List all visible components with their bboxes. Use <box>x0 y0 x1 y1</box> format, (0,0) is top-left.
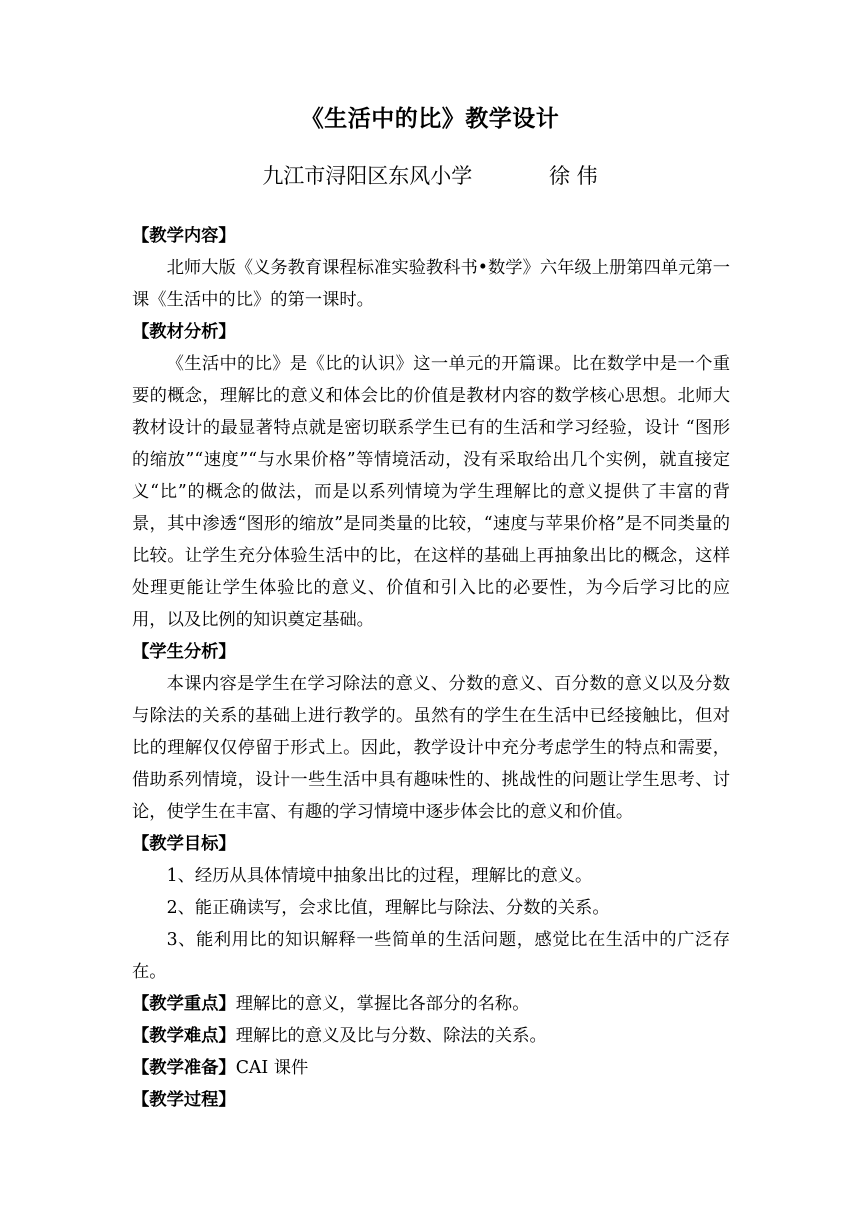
author-line <box>0 160 860 190</box>
objective-item: 2、能正确读写，会求比值，理解比与除法、分数的关系。 <box>166 898 610 918</box>
section-heading-key-points: 【教学重点】 <box>132 994 236 1014</box>
section-heading-difficulties: 【教学难点】 <box>132 1026 236 1046</box>
section-heading-preparation: 【教学准备】 <box>132 1058 236 1078</box>
school-name: 九江市浔阳区东风小学 <box>262 164 473 188</box>
section-heading-student-analysis: 【学生分析】 <box>132 642 236 662</box>
preparation-row <box>132 1052 730 1084</box>
objective-item: 1、经历从具体情境中抽象出比的过程，理解比的意义。 <box>166 866 593 886</box>
section-text-material-analysis: 《生活中的比》是《比的认识》这一单元的开篇课。比在数学中是一个重要的概念，理解比的意义和体会比的价值是教材内容的数学核心思想。北师大教材设计的最显著特点就是密切联系学生已有的生活和学习经验，设计 “图形的缩放”“速度”“与水果价格”等情境活动，没有采取给出几个实例，就直接定义“比”的概念的做法，而是以系列情境为学生理解比的意义提供了丰富的背景，其中渗透“图形的缩放”是同类量的比较，“速度与苹果价格”是不同类量的比较。让学生充分体验生活中的比，在这样的基础上再抽象出比的概念，这样处理更能让学生体验比的意义、价值和引入比的必要性，为今后学习比的应用，以及比例的知识奠定基础。 <box>132 354 730 630</box>
section-text-key-points: 理解比的意义，掌握比各部分的名称。 <box>235 994 530 1014</box>
section-heading-objectives: 【教学目标】 <box>132 834 236 854</box>
author-name: 徐 伟 <box>549 164 598 188</box>
key-points-row <box>132 988 730 1020</box>
document-title: 《生活中的比》教学设计 <box>300 105 560 132</box>
section-heading-process: 【教学过程】 <box>132 1090 236 1110</box>
document-body <box>132 220 730 1116</box>
section-heading-material-analysis: 【教材分析】 <box>132 322 236 342</box>
difficulties-row <box>132 1020 730 1052</box>
section-heading-content: 【教学内容】 <box>132 226 236 246</box>
section-text-difficulties: 理解比的意义及比与分数、除法的关系。 <box>235 1026 547 1046</box>
section-text-content: 北师大版《义务教育课程标准实验教科书•数学》六年级上册第四单元第一课《生活中的比》的第一课时。 <box>132 258 730 310</box>
section-text-preparation: CAI 课件 <box>235 1058 309 1078</box>
section-text-student-analysis: 本课内容是学生在学习除法的意义、分数的意义、百分数的意义以及分数与除法的关系的基础上进行教学的。虽然有的学生在生活中已经接触比，但对比的理解仅仅停留于形式上。因此，教学设计中充分考虑学生的特点和需要，借助系列情境，设计一些生活中具有趣味性的、挑战性的问题让学生思考、讨论，使学生在丰富、有趣的学习情境中逐步体会比的意义和价值。 <box>132 674 730 822</box>
objective-item: 3、能利用比的知识解释一些简单的生活问题，感觉比在生活中的广泛存在。 <box>132 930 730 982</box>
